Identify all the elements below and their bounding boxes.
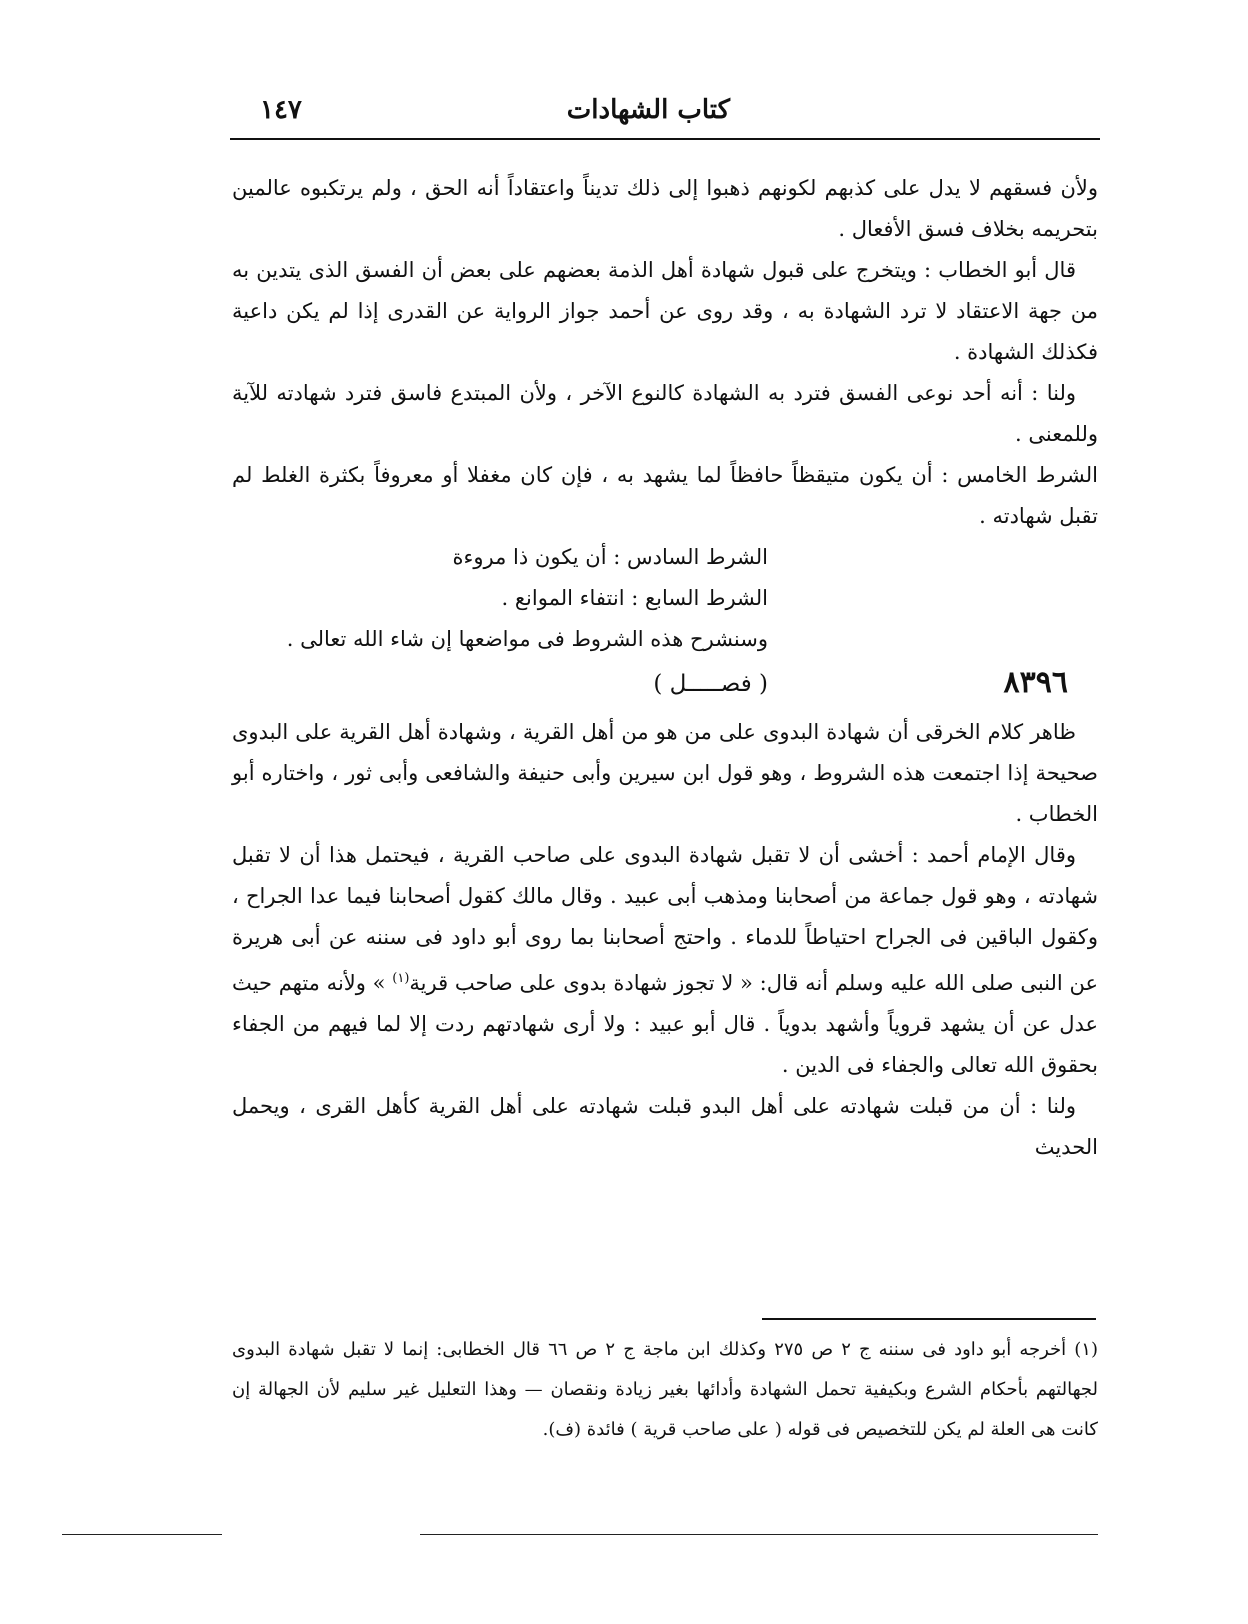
chapter-title: كتاب الشهادات (566, 95, 730, 125)
section-header (232, 662, 1098, 712)
paragraph-4: الشرط الخامس : أن يكون متيقظاً حافظاً لما يشهد به ، فإن كان مغفلا أو معروفاً بكثرة الغلط لم تقبل شهادته . (232, 463, 1098, 528)
page-header (230, 95, 1100, 135)
paragraph-1: ولأن فسقهم لا يدل على كذبهم لكونهم ذهبوا إلى ذلك تديناً واعتقاداً أنه الحق ، ولم يرتكبوه عالمين بتحريمه بخلاف فسق الأفعال . (232, 176, 1098, 241)
paragraph-9 (232, 835, 1098, 1086)
paragraph-8: ظاهر كلام الخرقى أن شهادة البدوى على من هو من أهل القرية ، وشهادة أهل القرية على البدوى صحيحة إذا اجتمعت هذه الشروط ، وهو قول ابن سيرين وأبى حنيفة والشافعى وأبى ثور ، واختاره أبو الخطاب . (232, 720, 1098, 826)
footnote-text: (١) أخرجه أبو داود فى سننه ج ٢ ص ٢٧٥ وكذلك ابن ماجة ج ٢ ص ٦٦ قال الخطابى: إنما لا تقبل شهادة البدوى لجهالتهم بأحكام الشرع وبكيفية تحمل الشهادة وأدائها بغير زيادة ونقصان — وهذا التعليل غير سليم لأن الجهالة إن كانت هى العلة لم يكن للتخصيص فى قوله ( على صاحب قرية ) فائدة (ف). (232, 1339, 1098, 1440)
footnote-divider (762, 1318, 1096, 1320)
footnote-marker: (١) (392, 971, 410, 986)
condition-six: الشرط السادس : أن يكون ذا مروءة (452, 545, 768, 569)
header-divider (230, 138, 1100, 140)
page-number: ١٤٧ (260, 95, 302, 125)
paragraph-conclusion: وسنشرح هذه الشروط فى مواضعها إن شاء الله تعالى . (286, 627, 768, 651)
section-number: ٨٣٩٦ (1003, 665, 1068, 700)
paragraph-9-text: وقال الإمام أحمد : أخشى أن لا تقبل شهادة البدوى على صاحب القرية ، فيحتمل هذا أن لا تقبل شهادته ، وهو قول جماعة من أصحابنا ومذهب أبى عبيد . وقال مالك كقول أصحابنا فيما عدا الجراح ، وكقول الباقين فى الجراح احتياطاً للدماء . واحتج أصحابنا بما روى أبو داود فى سننه عن أبى هريرة عن النبى صلى الله عليه وسلم أنه قال: « لا تجوز شهادة بدوى على صاحب قرية (232, 843, 1099, 995)
main-text (232, 168, 1098, 1168)
paragraph-10: ولنا : أن من قبلت شهادته على أهل البدو قبلت شهادته على أهل القرية كأهل القرى ، ويحمل الحديث (232, 1094, 1098, 1159)
paragraph-3: ولنا : أنه أحد نوعى الفسق فترد به الشهادة كالنوع الآخر ، ولأن المبتدع فاسق فترد شهادته للآية وللمعنى . (232, 381, 1098, 446)
bottom-rule-right (420, 1534, 1098, 1535)
bottom-rule-left (62, 1534, 222, 1535)
footnote-block (232, 1330, 1098, 1450)
paragraph-9-rest: » ولأنه متهم حيث عدل عن أن يشهد قروياً وأشهد بدوياً . قال أبو عبيد : ولا أرى شهادتهم ردت إلا لما فيهم من الجفاء بحقوق الله تعالى والجفاء فى الدين . (232, 971, 1098, 1077)
condition-seven: الشرط السابع : انتفاء الموانع . (501, 586, 768, 610)
paragraph-2: قال أبو الخطاب : ويتخرج على قبول شهادة أهل الذمة بعضهم على بعض أن الفسق الذى يتدين به من جهة الاعتقاد لا ترد الشهادة به ، وقد روى عن أحمد جواز الرواية عن القدرى إذا لم يكن داعية فكذلك الشهادة . (232, 258, 1098, 364)
section-heading: ( فصـــــل ) (653, 671, 768, 697)
